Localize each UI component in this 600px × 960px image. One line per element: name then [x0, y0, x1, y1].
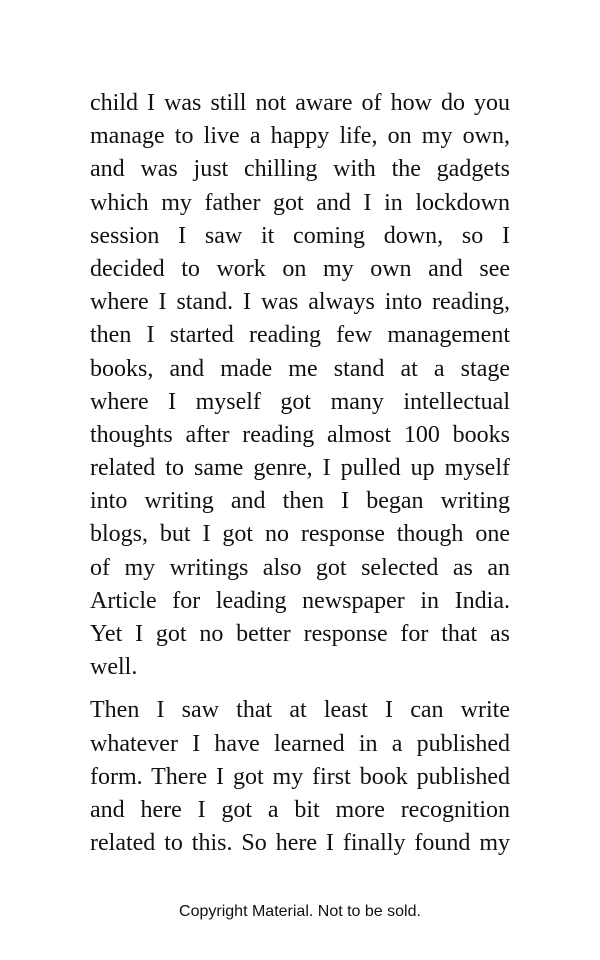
text-line: Yet I got no better response for that as: [90, 621, 510, 647]
copyright-footer: Copyright Material. Not to be sold.: [179, 903, 421, 920]
paragraph-1: [90, 87, 510, 684]
body-text: [90, 87, 510, 860]
paragraph-gap: [90, 684, 510, 694]
text-line: books, and made me stand at a stage: [90, 355, 510, 382]
text-line: and was just chilling with the gadgets: [90, 156, 510, 183]
text-line: where I stand. I was always into reading,: [90, 289, 510, 316]
text-line: Then I saw that at least I can write: [90, 697, 510, 724]
text-line: thoughts after reading almost 100 books: [90, 421, 510, 448]
text-line: and here I got a bit more recognition: [90, 796, 510, 823]
text-line: related to same genre, I pulled up myself: [90, 455, 510, 482]
text-line: child I was still not aware of how do you: [90, 90, 510, 116]
text-line: whatever I have learned in a published: [90, 730, 510, 757]
paragraph-2: [90, 694, 510, 860]
text-line: where I myself got many intellectual: [90, 388, 510, 415]
text-line: then I started reading few management: [90, 322, 510, 349]
text-line: well.: [90, 654, 138, 681]
text-line: related to this. So here I finally found my: [90, 830, 510, 857]
text-line: into writing and then I began writing: [90, 488, 510, 515]
text-line: session I saw it coming down, so I: [90, 222, 510, 249]
text-line: blogs, but I got no response though one: [90, 521, 510, 548]
text-line: manage to live a happy life, on my own,: [90, 123, 510, 150]
text-line: of my writings also got selected as an: [90, 554, 510, 581]
text-line: form. There I got my first book published: [90, 763, 510, 790]
text-line: decided to work on my own and see: [90, 255, 510, 282]
text-line: which my father got and I in lockdown: [90, 189, 510, 216]
text-line: Article for leading newspaper in India.: [90, 587, 510, 614]
